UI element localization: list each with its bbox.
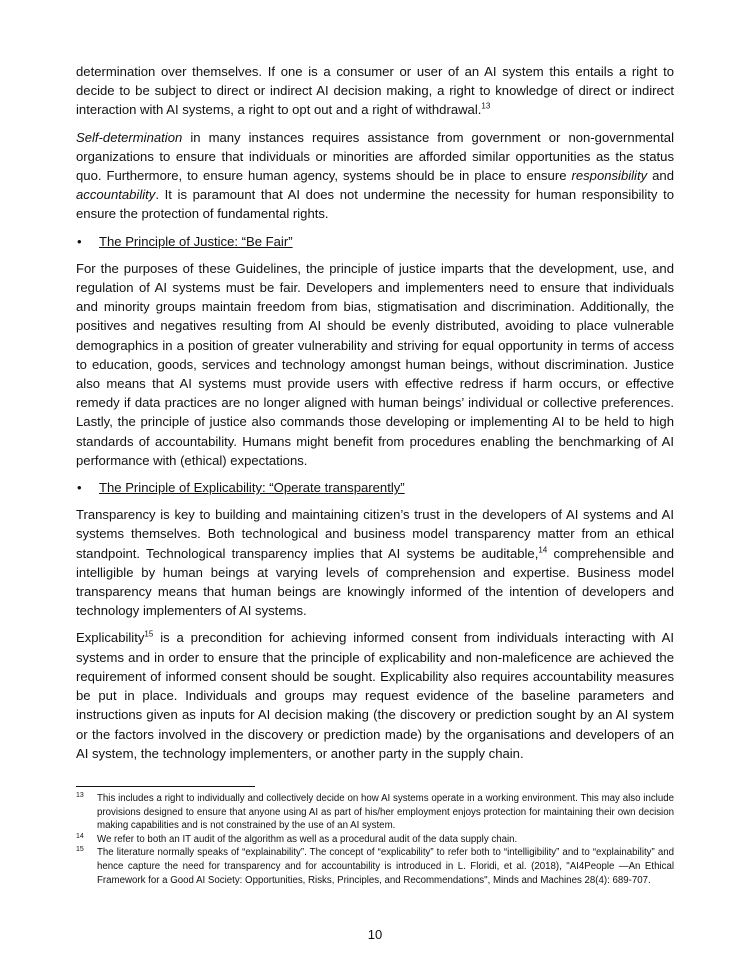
paragraph-text: For the purposes of these Guidelines, the principle of justice imparts that the development, use, and regulation of AI systems must be fair. Developers and implementers need to ensure that individuals and minority groups maintain freedom from bias, stigmatisation and discrimination. Additionally, the positives and negatives resulting from AI should be evenly distributed, avoiding to place vulnerable demographics in a position of greater vulnerability and striving for equal opportunity in terms of access to education, goods, services and technology amongst human beings, without discrimination. Justice also means that AI systems must provide users with effective redress if harm occurs, or effective remedy if data practices are no longer aligned with human beings’ individual or collective preferences. Lastly, the principle of justice also commands those developing or implementing AI to be held to high standards of accountability. Humans might benefit from procedures enabling the benchmarking of AI performance with (ethical) expectations. bbox=[76, 260, 674, 468]
emphasis-responsibility: responsibility bbox=[571, 168, 648, 184]
paragraph-text: in many instances requires assistance from government or non-governmental organizations to ensure that individuals or minorities are afforded similar opportunities as the status quo. Furthermore, to ensure human agency, systems should be in place to ensure bbox=[76, 129, 674, 184]
paragraph-self-determination-rights bbox=[76, 62, 674, 120]
paragraph-transparency bbox=[76, 505, 674, 620]
emphasis-self-determination: Self-determination bbox=[76, 129, 183, 145]
footnote-ref-14[interactable]: 14 bbox=[538, 545, 548, 555]
emphasis-accountability: accountability bbox=[76, 187, 156, 203]
paragraph-self-determination-assistance bbox=[76, 128, 674, 224]
footnote-13 bbox=[76, 792, 674, 833]
section-heading-justity bbox=[76, 232, 674, 251]
footnote-ref-13[interactable]: 13 bbox=[481, 102, 491, 112]
section-heading-explicability bbox=[76, 478, 674, 497]
footnote-text: This includes a right to individually and collectively decide on how AI systems operate in a working environment. This may also include provisions designed to ensure that anyone using AI as part of his/her employment enjoys protection for maintaining their own decision making capabilities and is not constrained by the use of an AI system. bbox=[97, 793, 674, 832]
heading-text: The Principle of Explicability: “Operate transparently” bbox=[99, 480, 405, 496]
paragraph-text: and bbox=[647, 168, 674, 184]
bullet-icon: • bbox=[77, 233, 82, 249]
footnote-text: We refer to both an IT audit of the algorithm as well as a procedural audit of the data supply chain. bbox=[97, 833, 518, 845]
heading-text: The Principle of Justice: “Be Fair” bbox=[99, 233, 293, 249]
footnote-text: The literature normally speaks of “explainability”. The concept of “explicability” to refer both to “intelligibility” and to “explainability” and hence capture the need for transparency and for accountability is introduced in L. Floridi, et al. (2018), "AI4People —An Ethical Framework for a Good AI Society: Opportunities, Risks, Principles, and Recommendations", Minds and Machines 28(4): 689-707. bbox=[97, 847, 674, 886]
page-number: 10 bbox=[367, 927, 383, 942]
footnote-14 bbox=[76, 833, 674, 847]
footnotes-section bbox=[76, 786, 674, 887]
paragraph-text: Explicability bbox=[76, 630, 145, 646]
paragraph-text: is a precondition for achieving informed consent from individuals interacting with AI systems and in order to ensure that the principle of explicability and non-maleficence are achieved the requirement of informed consent should be sought. Explicability also requires accountability measures be put in place. Individuals and groups may request evidence of the baseline parameters and instructions given as inputs for AI decision making (the discovery or prediction sought by an AI system or the factors involved in the discovery or prediction made) by the organisations and developers of an AI system, the technology implementers, or another party in the supply chain. bbox=[76, 630, 674, 761]
paragraph-explicability bbox=[76, 628, 674, 762]
footnote-number: 13 bbox=[76, 792, 84, 799]
footnote-divider bbox=[76, 786, 255, 787]
paragraph-text: comprehensible and intelligible by human beings at varying levels of comprehension and expertise. Business model transparency means that human beings are knowingly informed of the intention of developers and technology implementers of AI systems. bbox=[76, 545, 675, 619]
footnote-number: 15 bbox=[76, 846, 84, 854]
footnote-ref-15[interactable]: 15 bbox=[144, 630, 154, 640]
paragraph-justice bbox=[76, 259, 674, 470]
paragraph-text: . It is paramount that AI does not undermine the necessity for human responsibility to ensure the protection of fundamental rights. bbox=[76, 187, 674, 222]
footnote-15 bbox=[76, 846, 674, 887]
footnote-number: 14 bbox=[76, 832, 84, 840]
paragraph-text: determination over themselves. If one is a consumer or user of an AI system this entails a right to decide to be subject to direct or indirect AI decision making, a right to knowledge of direct or indirect interaction with AI systems, a right to opt out and a right of withdrawal. bbox=[76, 64, 674, 118]
paragraph-text: Transparency is key to building and maintaining citizen’s trust in the developers of AI systems and AI systems themselves. Both technological and business model transparency matter from an ethical standpoint. Technological transparency implies that AI systems be auditable, bbox=[76, 507, 674, 561]
bullet-icon: • bbox=[77, 480, 82, 496]
